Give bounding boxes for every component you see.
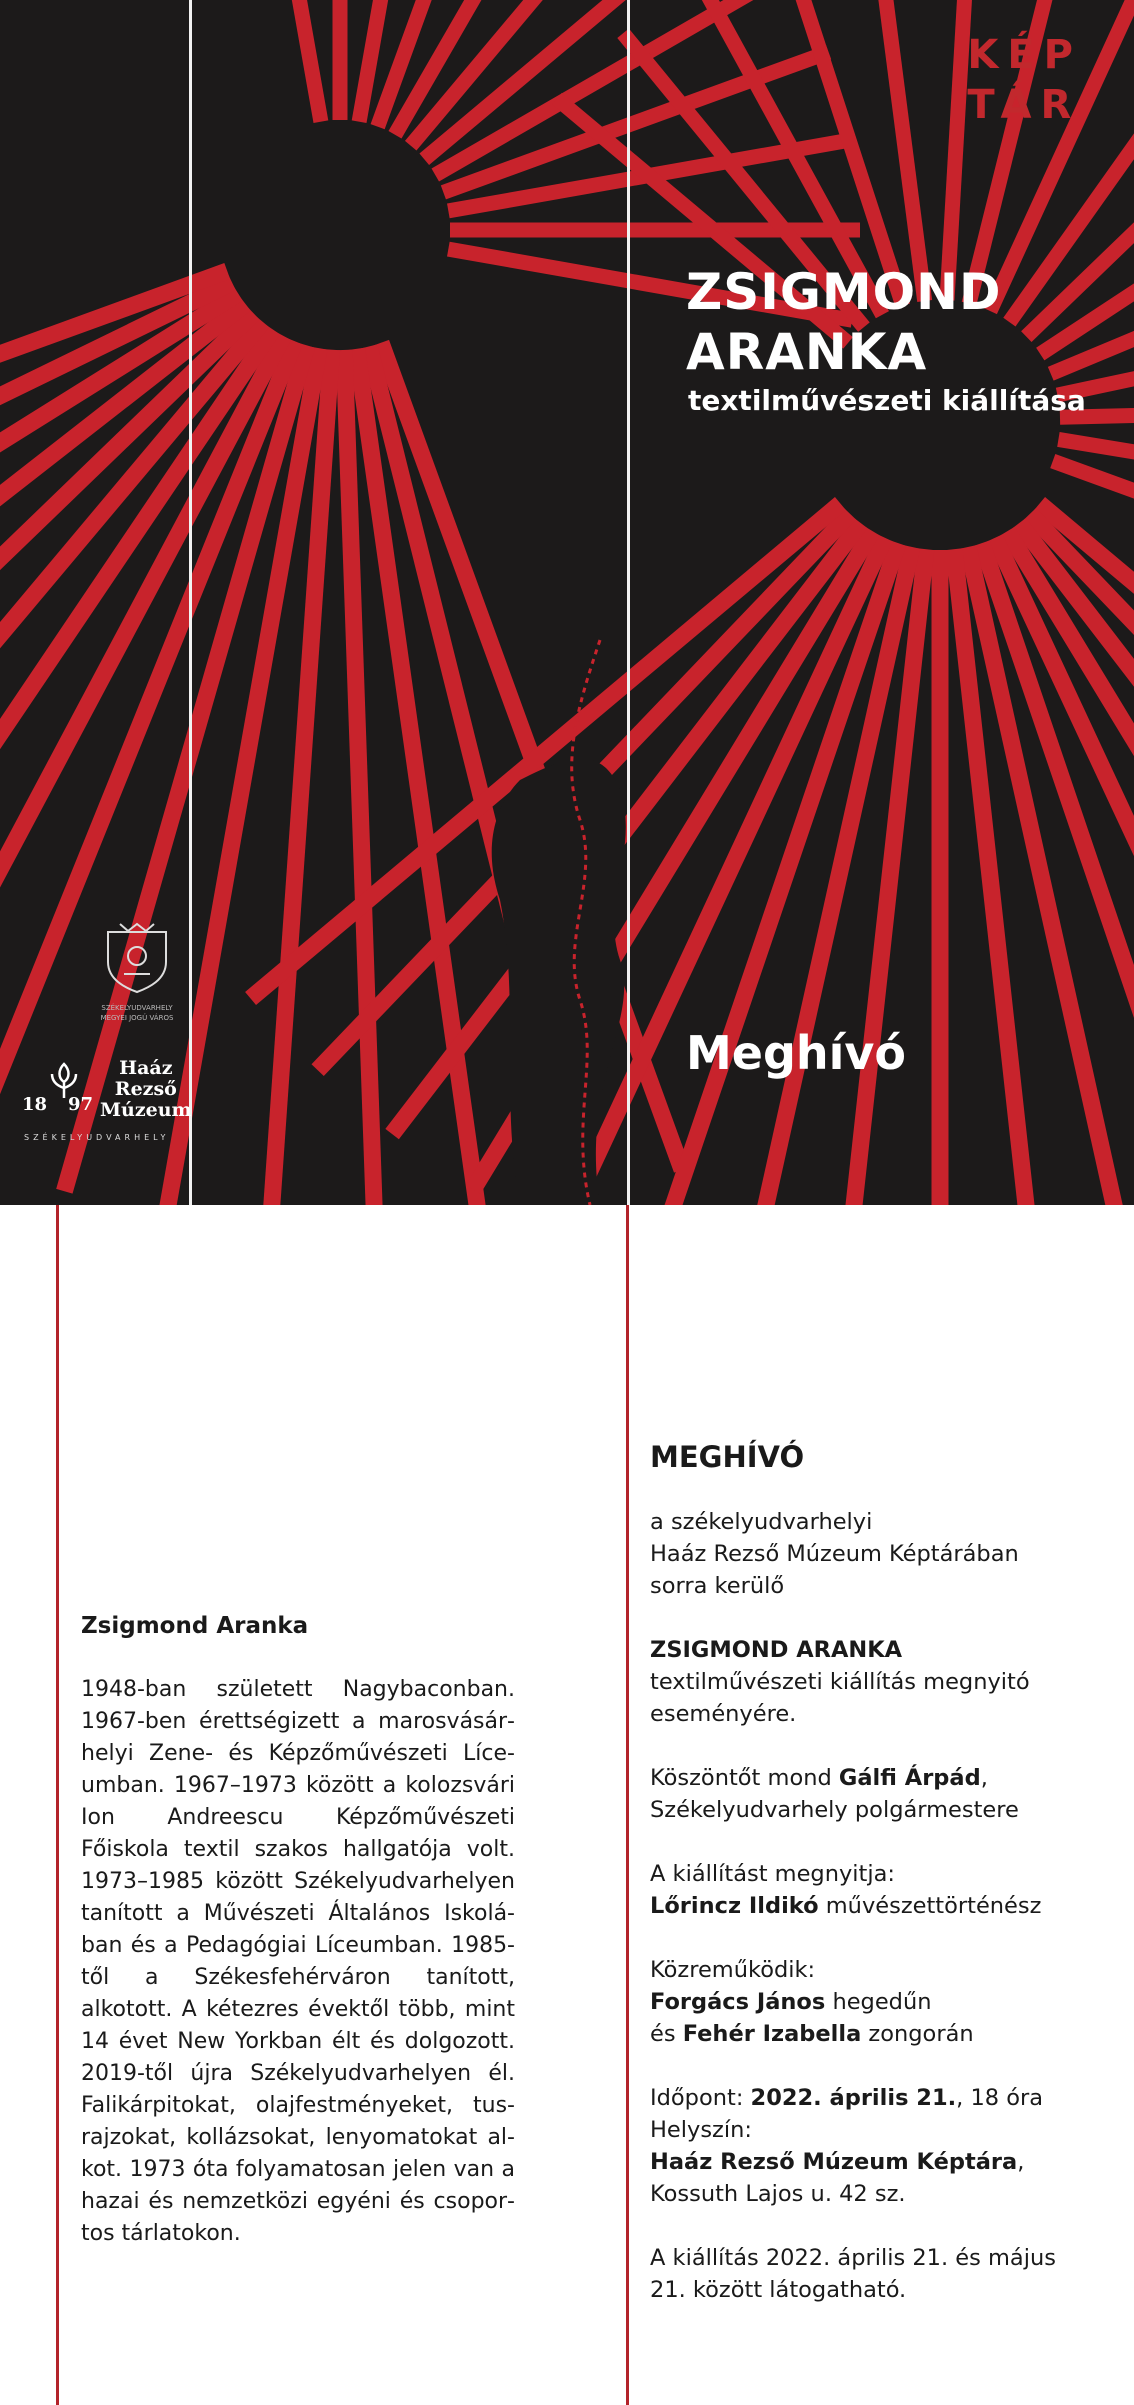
- time-date: 2022. április 21.: [750, 2085, 957, 2111]
- bio-text: 1948-ban született Nagybaconban. 1967-ben érettségizett a marosvásárhelyi Zene- és Képzőművészeti Líceumban. 1967–1973 között a kolozsvári Ion Andreescu Képzőművészeti Főiskola textil szakos hallgatója volt. 1973–1985 között Székelyudvarhelyen tanított a Művészeti Általános Iskolában és a Pedagógiai Líceumban. 1985-től a Székesfehérváron tanított, alkotott. A kétezres évektől több, mint 14 évet New Yorkban élt és dolgozott. 2019-től újra Székelyudvarhelyen él. Falikárpitokat, olajfestményeket, tusrajzokat, kollázsokat, lenyomatokat alkot. 1973 óta folyamatosan jelen van a hazai és nemzetközi egyéni és csoportos tárlatokon.: [81, 1677, 515, 2246]
- invitation-intro: [650, 1506, 1090, 1602]
- invitation-contributors: [650, 1954, 1090, 2050]
- artist-name: ZSIGMOND ARANKA: [650, 1637, 903, 1663]
- invitation-time-place: [650, 2082, 1090, 2210]
- invitation-opening: [650, 1858, 1090, 1922]
- crest-caption: [80, 1003, 194, 1023]
- cover-invitation-label: Meghívó: [686, 1026, 907, 1080]
- museum-name-line-3: Múzeum: [100, 1099, 192, 1121]
- cover-title: [686, 262, 1002, 382]
- invitation-heading: MEGHÍVÓ: [650, 1440, 805, 1474]
- invitation-text: [650, 1440, 1090, 2338]
- fold-line-right: [627, 0, 630, 1205]
- crest-caption-line-1: SZÉKELYUDVARHELY: [101, 1004, 173, 1012]
- margin-line-right: [626, 1205, 629, 2405]
- title-line-2: ARANKA: [686, 323, 928, 381]
- museum-year-left: 18: [22, 1094, 48, 1115]
- keptar-line-1: KÉP: [967, 32, 1082, 78]
- opening-role: művészettörténész: [818, 1893, 1042, 1919]
- invitation-greeting: [650, 1762, 1090, 1826]
- keptar-label: [967, 30, 1082, 130]
- greeting-prefix: Köszöntőt mond: [650, 1765, 839, 1791]
- museum-name: [100, 1058, 192, 1121]
- contrib2-role: zongorán: [861, 2021, 974, 2047]
- invitation-closing: A kiállítás 2022. április 21. és május 21. között látogatható.: [650, 2245, 1056, 2303]
- intro-line-3: sorra kerülő: [650, 1573, 785, 1599]
- museum-year-right: 97: [68, 1094, 94, 1115]
- opening-label: A kiállítást megnyitja:: [650, 1861, 895, 1887]
- margin-line-left: [56, 1205, 59, 2405]
- contrib2-name: Fehér Izabella: [682, 2021, 862, 2047]
- event-line-1: textilművészeti kiállítás megnyitó: [650, 1669, 1030, 1695]
- contrib1-role: hegedűn: [825, 1989, 932, 2015]
- greeting-role: Székelyudvarhely polgármestere: [650, 1797, 1019, 1823]
- time-label: Időpont:: [650, 2085, 751, 2111]
- crest-caption-line-2: MEGYEI JOGÚ VÁROS: [100, 1014, 174, 1022]
- opening-name: Lőrincz Ildikó: [650, 1893, 819, 1919]
- greeting-suffix: ,: [980, 1765, 988, 1791]
- contrib-label: Közreműködik:: [650, 1957, 816, 1983]
- title-line-1: ZSIGMOND: [686, 263, 1002, 321]
- place-address: Kossuth Lajos u. 42 sz.: [650, 2181, 906, 2207]
- bio-heading: Zsigmond Aranka: [81, 1613, 309, 1639]
- city-crest-icon: [98, 922, 176, 994]
- fold-line-left: [189, 0, 192, 1205]
- invitation-event: [650, 1634, 1090, 1730]
- place-label: Helyszín:: [650, 2117, 752, 2143]
- intro-line-1: a székelyudvarhelyi: [650, 1509, 873, 1535]
- contrib1-name: Forgács János: [650, 1989, 826, 2015]
- place-name: Haáz Rezső Múzeum Képtára: [650, 2149, 1018, 2175]
- museum-name-line-1: Haáz: [119, 1057, 173, 1079]
- keptar-line-2: TÁR: [967, 82, 1081, 128]
- artist-biography: [81, 1610, 515, 2250]
- intro-line-2: Haáz Rezső Múzeum Képtárában: [650, 1541, 1019, 1567]
- museum-name-line-2: Rezső: [114, 1078, 177, 1100]
- cover-subtitle: textilművészeti kiállítása: [688, 384, 1086, 417]
- event-line-2: eseményére.: [650, 1701, 797, 1727]
- greeting-name: Gálfi Árpád: [838, 1765, 981, 1791]
- time-hour: , 18 óra: [956, 2085, 1044, 2111]
- place-comma: ,: [1017, 2149, 1025, 2175]
- contrib2-prefix: és: [650, 2021, 683, 2047]
- museum-city: SZÉKELYUDVARHELY: [24, 1133, 170, 1142]
